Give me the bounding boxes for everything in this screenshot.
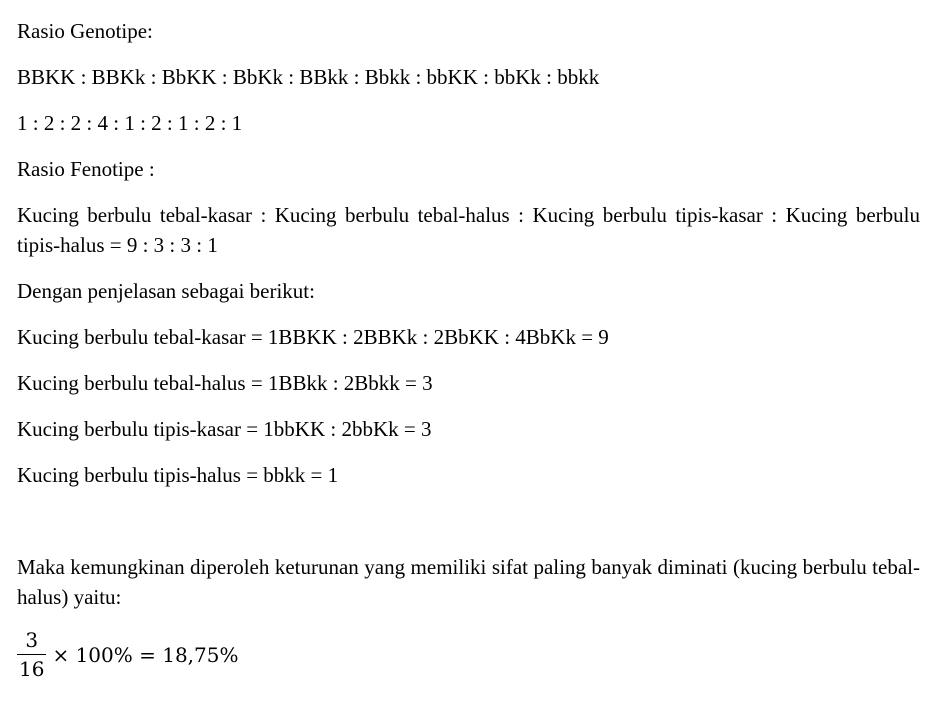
thin-smooth-line: Kucing berbulu tipis-halus = bbkk = 1 <box>17 463 339 487</box>
fraction-numerator: 3 <box>25 628 39 652</box>
formula-result: × 100% = 18,75% <box>52 642 239 667</box>
thick-rough-line: Kucing berbulu tebal-kasar = 1BBKK : 2BBKk : 2BbKK : 4BbKk = 9 <box>17 325 609 349</box>
thick-smooth-line: Kucing berbulu tebal-halus = 1BBkk : 2Bbkk = 3 <box>17 371 433 395</box>
phenotype-ratio: Kucing berbulu tebal-kasar : Kucing berbulu tebal-halus : Kucing berbulu tipis-kasar : Kucing berbulu tipis-halus = 9 : 3 : 3 : 1 <box>17 203 920 257</box>
phenotype-heading: Rasio Fenotipe : <box>17 157 155 181</box>
fraction-denominator: 16 <box>19 657 45 681</box>
explanation-heading: Dengan penjelasan sebagai berikut: <box>17 279 315 303</box>
thin-rough-line: Kucing berbulu tipis-kasar = 1bbKK : 2bbKk = 3 <box>17 417 432 441</box>
genotype-ratio: 1 : 2 : 2 : 4 : 1 : 2 : 1 : 2 : 1 <box>17 111 243 135</box>
genotype-heading: Rasio Genotipe: <box>17 19 153 43</box>
fraction-bar <box>17 654 46 655</box>
genotype-list: BBKK : BBKk : BbKK : BbKk : BBkk : Bbkk : bbKK : bbKk : bbkk <box>17 65 600 89</box>
conclusion-text: Maka kemungkinan diperoleh keturunan yang memiliki sifat paling banyak diminati (kucing berbulu tebal-halus) yaitu: <box>17 555 920 609</box>
fraction <box>17 628 46 681</box>
document-body <box>17 16 920 681</box>
blank-spacer <box>17 506 920 552</box>
probability-formula <box>17 628 920 681</box>
